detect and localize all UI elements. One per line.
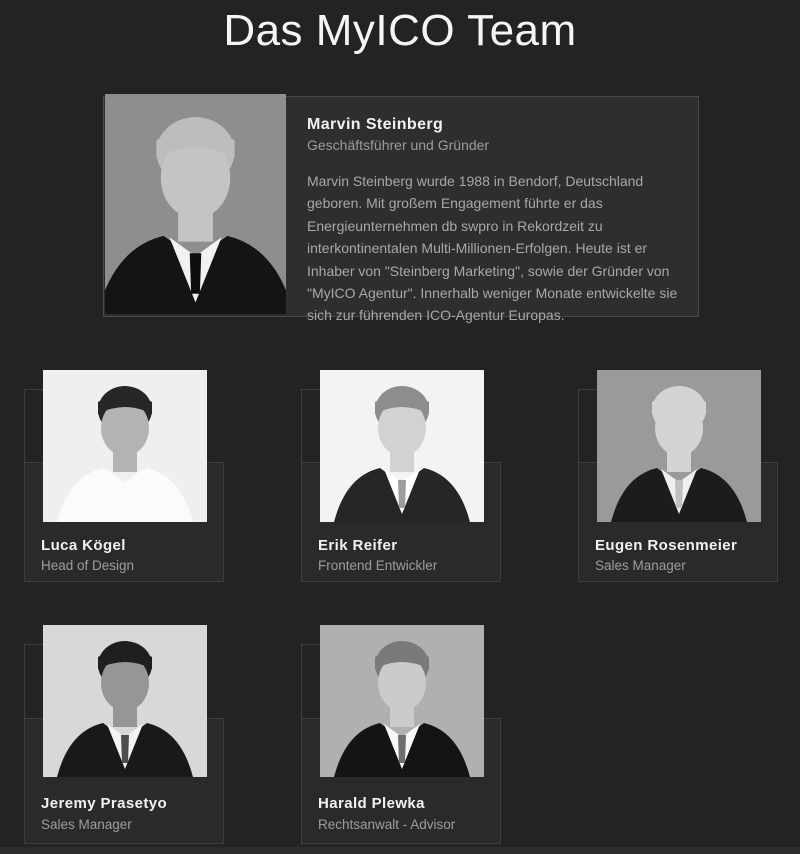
member-name: Marvin Steinberg (307, 116, 444, 133)
member-card (24, 370, 264, 590)
member-card (24, 625, 264, 845)
member-name: Harald Plewka (318, 795, 425, 812)
next-section-edge (0, 847, 800, 854)
member-name: Luca Kögel (41, 537, 126, 554)
member-photo (597, 370, 761, 522)
member-card (301, 370, 541, 590)
member-photo (105, 94, 286, 314)
member-role: Rechtsanwalt - Advisor (318, 817, 456, 832)
member-photo (43, 625, 207, 777)
member-name: Jeremy Prasetyo (41, 795, 168, 812)
member-card (301, 625, 541, 845)
member-photo (320, 370, 484, 522)
member-name: Eugen Rosenmeier (595, 537, 738, 554)
member-bio: Marvin Steinberg wurde 1988 in Bendorf, Deutschland geboren. Mit großem Engagement führte er das Energieunternehmen db swpro in Rekordzeit zu interkontinentalen Multi-Millionen-Erfolgen. Heute ist er Inhaber von "Steinberg Marketing", sowie der Gründer von "MyICO Agentur". Innerhalb weniger Monate entwickelte sie sich zur führenden ICO-Agentur Europas. (307, 173, 678, 324)
page-title: Das MyICO Team (223, 6, 577, 55)
member-photo (43, 370, 207, 522)
member-role: Frontend Entwickler (318, 558, 438, 573)
member-card (578, 370, 800, 590)
member-role: Head of Design (41, 558, 135, 573)
featured-member-card (103, 96, 699, 324)
member-name: Erik Reifer (318, 537, 398, 554)
featured-member-text (307, 97, 689, 327)
member-role: Geschäftsführer und Gründer (307, 137, 490, 153)
member-role: Sales Manager (41, 817, 132, 832)
member-role: Sales Manager (595, 558, 686, 573)
member-photo (320, 625, 484, 777)
